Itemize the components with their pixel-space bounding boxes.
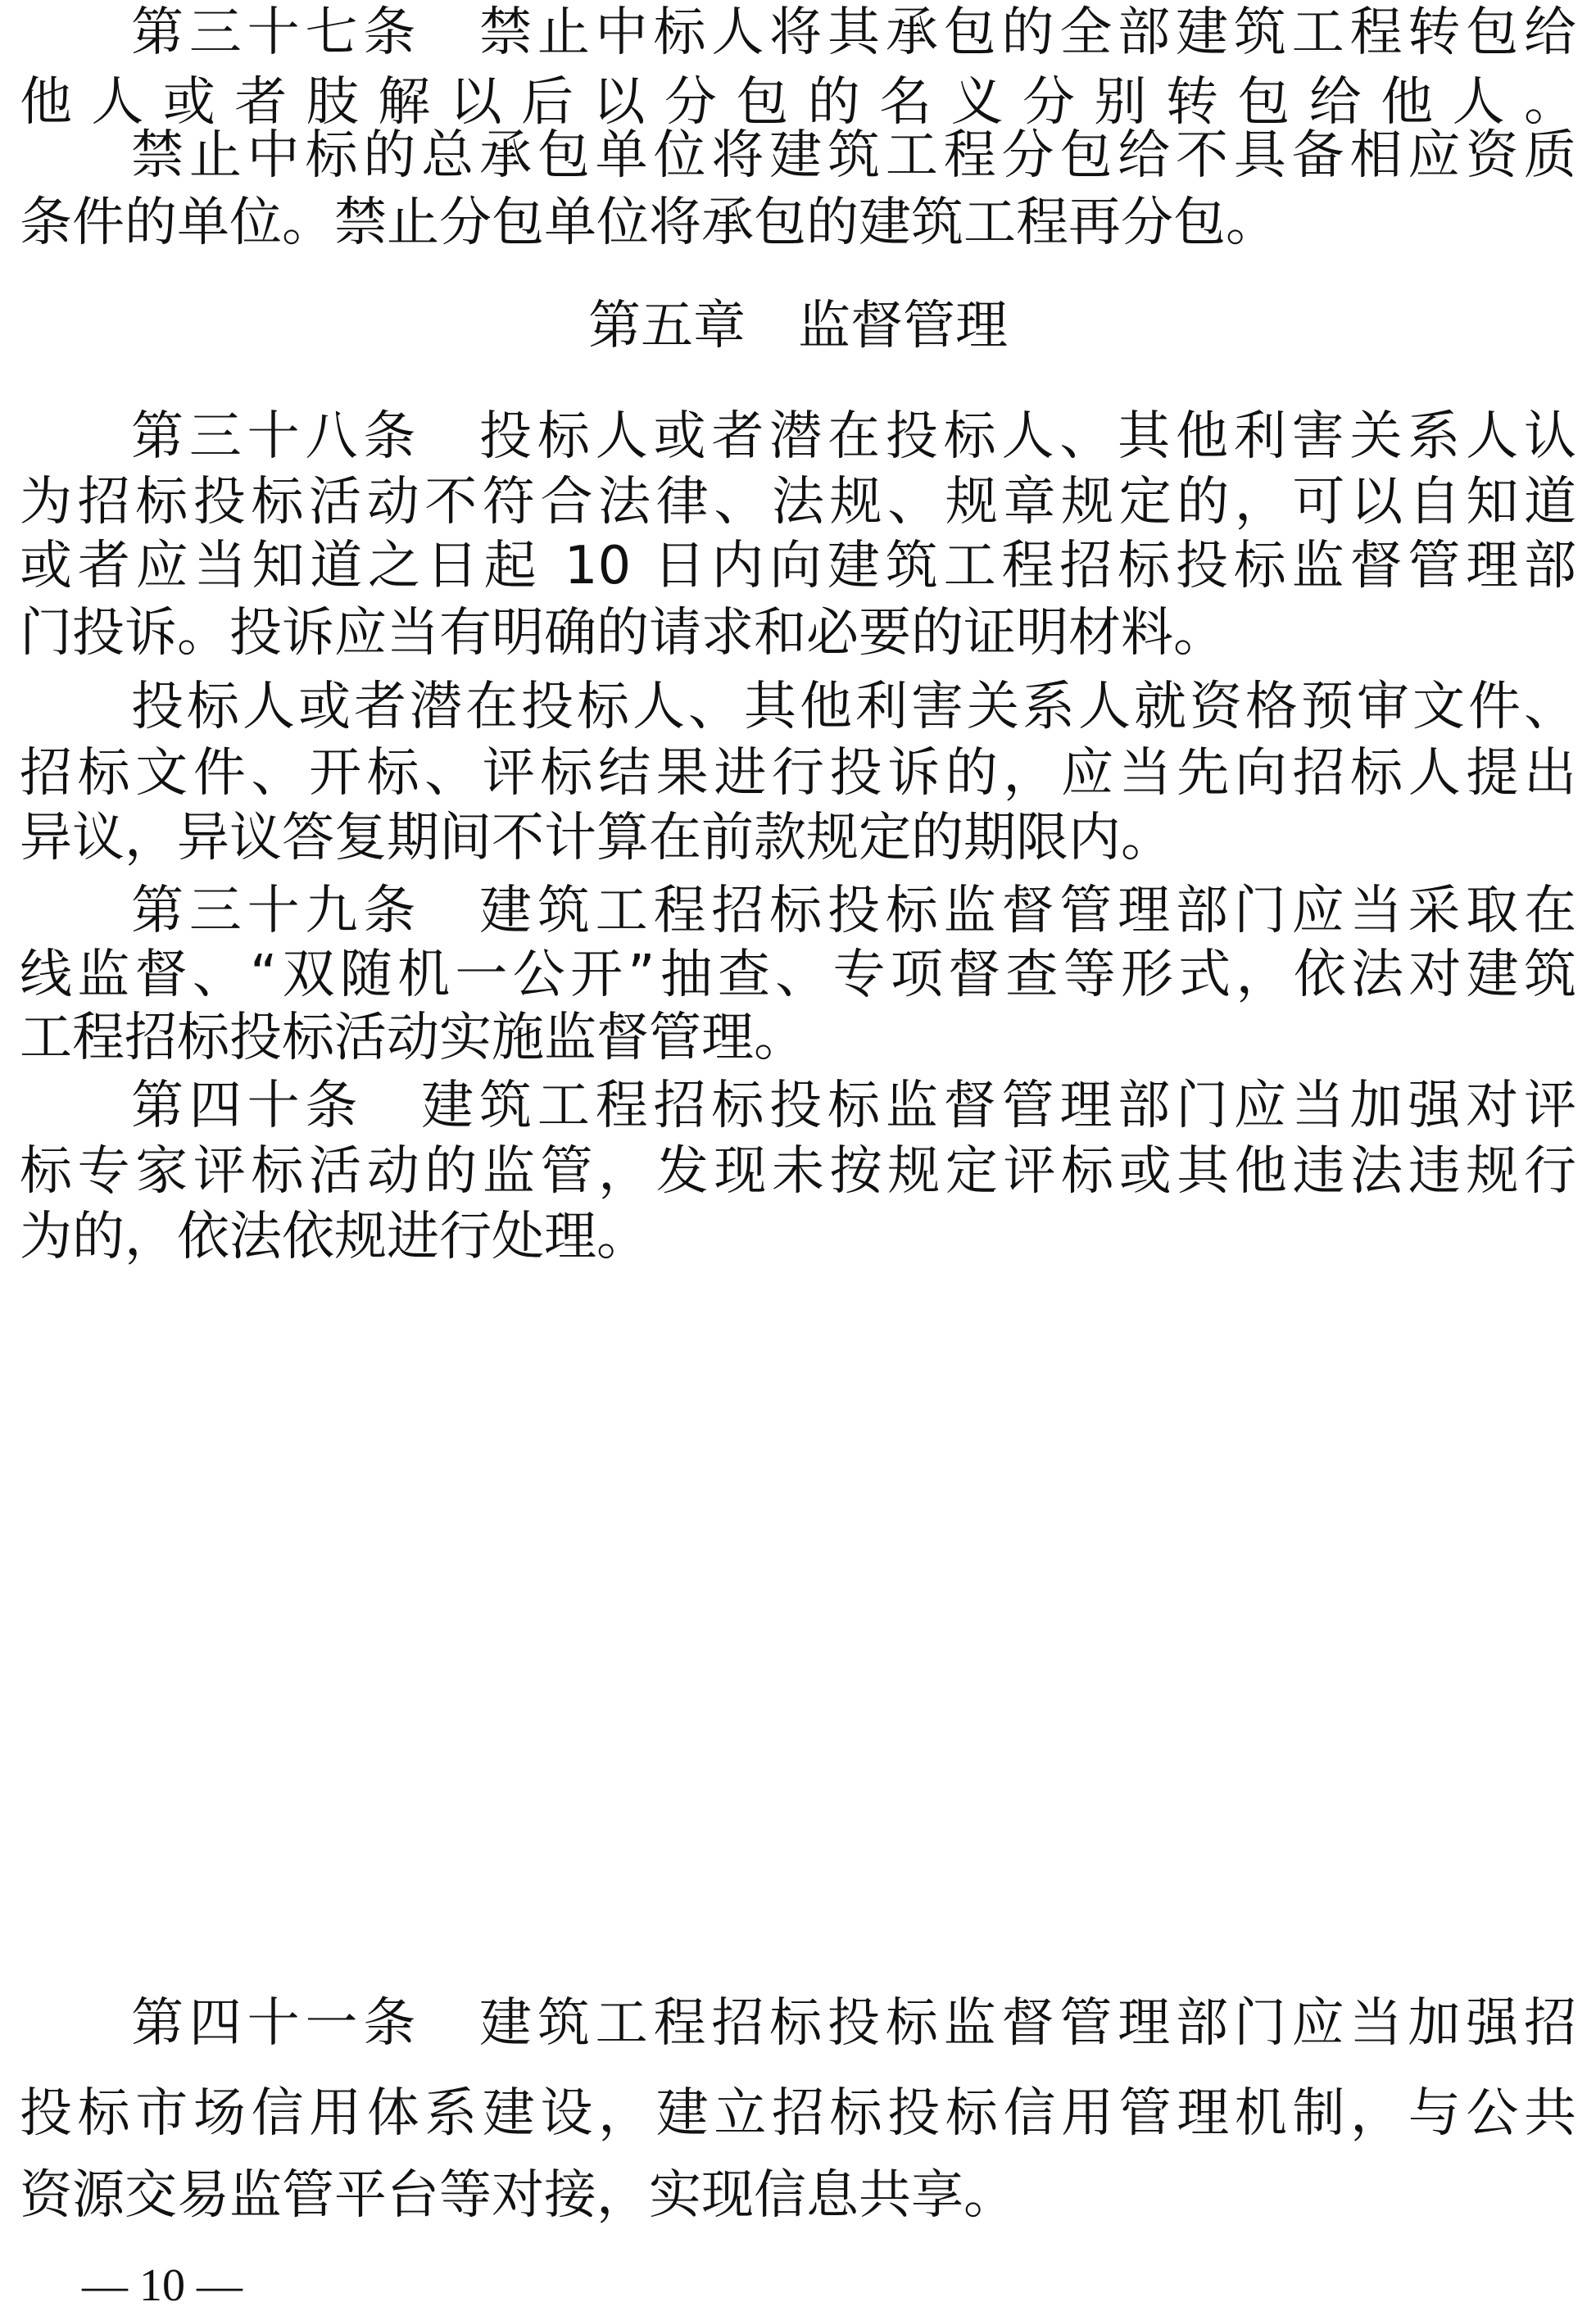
- article-38-paragraph-2-line-1: 投标人或者潜在投标人、其他利害关系人就资格预审文件、: [131, 677, 1576, 737]
- article-38-line-2: 为招标投标活动不符合法律、法规、规章规定的，可以自知道: [20, 472, 1576, 532]
- article-37-line-2: 他人或者肢解以后以分包的名义分别转包给他人。: [20, 72, 1576, 133]
- article-38-paragraph-2-line-3: 异议，异议答复期间不计算在前款规定的期限内。: [20, 808, 1173, 868]
- article-40-line-3: 为的，依法依规进行处理。: [20, 1207, 649, 1267]
- article-38-line-4: 门投诉。投诉应当有明确的请求和必要的证明材料。: [20, 603, 1226, 664]
- chapter-heading: 第五章 监督管理: [588, 296, 1008, 356]
- page-number: — 10 —: [82, 2260, 243, 2311]
- article-41-line-1: 第四十一条 建筑工程招标投标监督管理部门应当加强招: [131, 1993, 1576, 2054]
- article-37-paragraph-2-line-2: 条件的单位。禁止分包单位将承包的建筑工程再分包。: [20, 193, 1278, 253]
- article-38-line-3: 或者应当知道之日起 10 日内向建筑工程招标投标监督管理部: [20, 536, 1576, 596]
- article-39-line-2: 线监督、“双随机一公开”抽查、专项督查等形式，依法对建筑: [20, 945, 1576, 1005]
- article-37-line-1: 第三十七条 禁止中标人将其承包的全部建筑工程转包给: [131, 2, 1576, 63]
- article-37-paragraph-2-line-1: 禁止中标的总承包单位将建筑工程分包给不具备相应资质: [131, 125, 1576, 186]
- article-41-line-2: 投标市场信用体系建设，建立招标投标信用管理机制，与公共: [20, 2083, 1576, 2144]
- article-40-line-1: 第四十条 建筑工程招标投标监督管理部门应当加强对评: [131, 1076, 1576, 1136]
- article-38-line-1: 第三十八条 投标人或者潜在投标人、其他利害关系人认: [131, 406, 1576, 467]
- article-39-line-1: 第三十九条 建筑工程招标投标监督管理部门应当采取在: [131, 881, 1576, 941]
- article-40-line-2: 标专家评标活动的监管，发现未按规定评标或其他违法违规行: [20, 1141, 1576, 1202]
- article-38-paragraph-2-line-2: 招标文件、开标、评标结果进行投诉的，应当先向招标人提出: [20, 743, 1576, 804]
- article-41-line-3: 资源交易监管平台等对接，实现信息共享。: [20, 2165, 1016, 2226]
- article-39-line-3: 工程招标投标活动实施监督管理。: [20, 1008, 806, 1068]
